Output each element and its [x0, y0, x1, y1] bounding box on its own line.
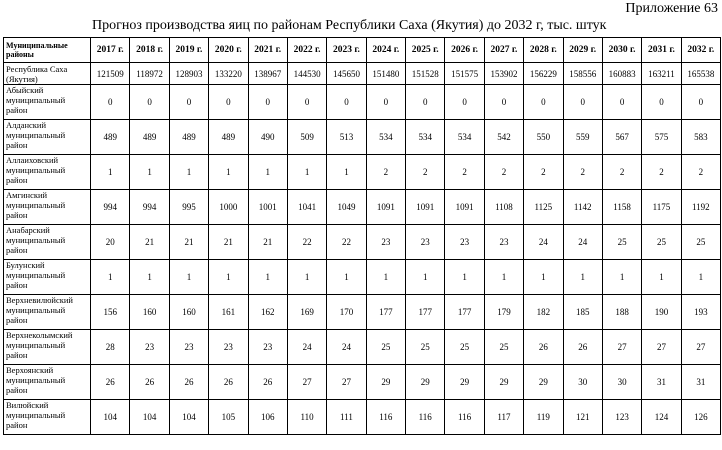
value-cell: 23	[209, 330, 248, 365]
value-cell: 128903	[169, 63, 208, 85]
column-header-year: 2032 г.	[681, 38, 720, 63]
value-cell: 26	[169, 365, 208, 400]
value-cell: 116	[406, 400, 445, 435]
value-cell: 29	[406, 365, 445, 400]
table-body	[4, 63, 721, 435]
value-cell: 550	[524, 120, 563, 155]
column-header-year: 2023 г.	[327, 38, 366, 63]
column-header-districts: Муниципальные районы	[4, 38, 91, 63]
column-header-year: 2018 г.	[130, 38, 169, 63]
value-cell: 161	[209, 295, 248, 330]
value-cell: 2	[524, 155, 563, 190]
value-cell: 26	[524, 330, 563, 365]
value-cell: 1	[248, 260, 287, 295]
value-cell: 31	[642, 365, 681, 400]
value-cell: 1091	[366, 190, 405, 225]
value-cell: 27	[287, 365, 326, 400]
district-name-cell: Аллаиховский муниципальный район	[4, 155, 91, 190]
value-cell: 2	[642, 155, 681, 190]
value-cell: 160883	[602, 63, 641, 85]
value-cell: 1175	[642, 190, 681, 225]
value-cell: 994	[130, 190, 169, 225]
appendix-label: Приложение 63	[625, 1, 718, 16]
value-cell: 124	[642, 400, 681, 435]
value-cell: 0	[681, 85, 720, 120]
value-cell: 509	[287, 120, 326, 155]
value-cell: 1	[406, 260, 445, 295]
district-name-cell: Амгинский муниципальный район	[4, 190, 91, 225]
value-cell: 26	[248, 365, 287, 400]
value-cell: 0	[130, 85, 169, 120]
value-cell: 489	[130, 120, 169, 155]
value-cell: 1000	[209, 190, 248, 225]
value-cell: 25	[445, 330, 484, 365]
value-cell: 1	[91, 260, 130, 295]
column-header-year: 2024 г.	[366, 38, 405, 63]
value-cell: 994	[91, 190, 130, 225]
value-cell: 106	[248, 400, 287, 435]
value-cell: 29	[524, 365, 563, 400]
value-cell: 27	[642, 330, 681, 365]
value-cell: 23	[248, 330, 287, 365]
value-cell: 2	[602, 155, 641, 190]
value-cell: 1049	[327, 190, 366, 225]
value-cell: 24	[524, 225, 563, 260]
value-cell: 21	[130, 225, 169, 260]
value-cell: 1	[484, 260, 523, 295]
value-cell: 490	[248, 120, 287, 155]
table-row	[4, 225, 721, 260]
value-cell: 104	[91, 400, 130, 435]
value-cell: 121	[563, 400, 602, 435]
value-cell: 123	[602, 400, 641, 435]
value-cell: 2	[406, 155, 445, 190]
value-cell: 24	[327, 330, 366, 365]
value-cell: 182	[524, 295, 563, 330]
value-cell: 27	[327, 365, 366, 400]
value-cell: 27	[681, 330, 720, 365]
value-cell: 1	[524, 260, 563, 295]
district-name-cell: Республика Саха (Якутия)	[4, 63, 91, 85]
value-cell: 26	[209, 365, 248, 400]
value-cell: 1	[602, 260, 641, 295]
value-cell: 1125	[524, 190, 563, 225]
value-cell: 1	[642, 260, 681, 295]
value-cell: 1	[130, 260, 169, 295]
table-row	[4, 190, 721, 225]
value-cell: 156	[91, 295, 130, 330]
value-cell: 583	[681, 120, 720, 155]
value-cell: 118972	[130, 63, 169, 85]
value-cell: 534	[406, 120, 445, 155]
value-cell: 126	[681, 400, 720, 435]
value-cell: 151575	[445, 63, 484, 85]
value-cell: 1	[563, 260, 602, 295]
value-cell: 31	[681, 365, 720, 400]
value-cell: 0	[563, 85, 602, 120]
column-header-year: 2030 г.	[602, 38, 641, 63]
value-cell: 1041	[287, 190, 326, 225]
value-cell: 156229	[524, 63, 563, 85]
value-cell: 534	[366, 120, 405, 155]
value-cell: 177	[406, 295, 445, 330]
value-cell: 489	[91, 120, 130, 155]
value-cell: 0	[602, 85, 641, 120]
value-cell: 25	[681, 225, 720, 260]
value-cell: 1192	[681, 190, 720, 225]
value-cell: 0	[642, 85, 681, 120]
value-cell: 2	[681, 155, 720, 190]
value-cell: 2	[563, 155, 602, 190]
value-cell: 30	[563, 365, 602, 400]
value-cell: 110	[287, 400, 326, 435]
column-header-year: 2021 г.	[248, 38, 287, 63]
value-cell: 0	[248, 85, 287, 120]
value-cell: 162	[248, 295, 287, 330]
value-cell: 0	[366, 85, 405, 120]
district-name-cell: Алданский муниципальный район	[4, 120, 91, 155]
value-cell: 0	[484, 85, 523, 120]
value-cell: 0	[327, 85, 366, 120]
value-cell: 1	[287, 155, 326, 190]
value-cell: 165538	[681, 63, 720, 85]
value-cell: 144530	[287, 63, 326, 85]
value-cell: 1	[445, 260, 484, 295]
value-cell: 1	[209, 260, 248, 295]
value-cell: 160	[169, 295, 208, 330]
district-name-cell: Булунский муниципальный район	[4, 260, 91, 295]
value-cell: 30	[602, 365, 641, 400]
value-cell: 489	[209, 120, 248, 155]
value-cell: 177	[366, 295, 405, 330]
value-cell: 0	[209, 85, 248, 120]
value-cell: 116	[366, 400, 405, 435]
value-cell: 1	[327, 260, 366, 295]
district-name-cell: Верхнеколымский муниципальный район	[4, 330, 91, 365]
table-row	[4, 295, 721, 330]
value-cell: 117	[484, 400, 523, 435]
value-cell: 1	[287, 260, 326, 295]
value-cell: 25	[406, 330, 445, 365]
value-cell: 23	[406, 225, 445, 260]
value-cell: 116	[445, 400, 484, 435]
value-cell: 177	[445, 295, 484, 330]
value-cell: 1142	[563, 190, 602, 225]
value-cell: 185	[563, 295, 602, 330]
value-cell: 1	[327, 155, 366, 190]
value-cell: 20	[91, 225, 130, 260]
value-cell: 25	[642, 225, 681, 260]
value-cell: 151480	[366, 63, 405, 85]
value-cell: 133220	[209, 63, 248, 85]
table-row	[4, 330, 721, 365]
value-cell: 193	[681, 295, 720, 330]
value-cell: 2	[445, 155, 484, 190]
district-name-cell: Верхневилюйский муниципальный район	[4, 295, 91, 330]
value-cell: 24	[287, 330, 326, 365]
value-cell: 179	[484, 295, 523, 330]
value-cell: 25	[366, 330, 405, 365]
table-row	[4, 85, 721, 120]
value-cell: 26	[563, 330, 602, 365]
column-header-year: 2022 г.	[287, 38, 326, 63]
value-cell: 23	[366, 225, 405, 260]
table-title: Прогноз производства яиц по районам Республики Саха (Якутия) до 2032 г, тыс. штук	[92, 18, 607, 33]
value-cell: 25	[602, 225, 641, 260]
value-cell: 151528	[406, 63, 445, 85]
value-cell: 1091	[445, 190, 484, 225]
value-cell: 170	[327, 295, 366, 330]
value-cell: 190	[642, 295, 681, 330]
value-cell: 28	[91, 330, 130, 365]
value-cell: 158556	[563, 63, 602, 85]
value-cell: 26	[91, 365, 130, 400]
value-cell: 22	[327, 225, 366, 260]
value-cell: 169	[287, 295, 326, 330]
district-name-cell: Вилюйский муниципальный район	[4, 400, 91, 435]
value-cell: 559	[563, 120, 602, 155]
value-cell: 1158	[602, 190, 641, 225]
value-cell: 1	[681, 260, 720, 295]
district-name-cell: Абыйский муниципальный район	[4, 85, 91, 120]
column-header-year: 2026 г.	[445, 38, 484, 63]
value-cell: 29	[366, 365, 405, 400]
value-cell: 22	[287, 225, 326, 260]
value-cell: 575	[642, 120, 681, 155]
value-cell: 104	[130, 400, 169, 435]
column-header-year: 2025 г.	[406, 38, 445, 63]
value-cell: 27	[602, 330, 641, 365]
value-cell: 163211	[642, 63, 681, 85]
value-cell: 0	[287, 85, 326, 120]
value-cell: 29	[484, 365, 523, 400]
table-row	[4, 400, 721, 435]
value-cell: 534	[445, 120, 484, 155]
value-cell: 21	[248, 225, 287, 260]
column-header-year: 2017 г.	[91, 38, 130, 63]
value-cell: 26	[130, 365, 169, 400]
value-cell: 145650	[327, 63, 366, 85]
table-row	[4, 260, 721, 295]
table-row	[4, 155, 721, 190]
district-name-cell: Анабарский муниципальный район	[4, 225, 91, 260]
value-cell: 513	[327, 120, 366, 155]
value-cell: 1	[366, 260, 405, 295]
value-cell: 1091	[406, 190, 445, 225]
value-cell: 1	[130, 155, 169, 190]
header-row	[4, 38, 721, 63]
value-cell: 0	[406, 85, 445, 120]
value-cell: 1	[91, 155, 130, 190]
value-cell: 1	[169, 260, 208, 295]
value-cell: 105	[209, 400, 248, 435]
table-row-total	[4, 63, 721, 85]
value-cell: 25	[484, 330, 523, 365]
table-row	[4, 365, 721, 400]
column-header-year: 2019 г.	[169, 38, 208, 63]
value-cell: 21	[169, 225, 208, 260]
column-header-year: 2027 г.	[484, 38, 523, 63]
district-name-cell: Верхоянский муниципальный район	[4, 365, 91, 400]
value-cell: 1	[209, 155, 248, 190]
value-cell: 995	[169, 190, 208, 225]
value-cell: 2	[484, 155, 523, 190]
value-cell: 153902	[484, 63, 523, 85]
value-cell: 111	[327, 400, 366, 435]
value-cell: 0	[91, 85, 130, 120]
column-header-year: 2028 г.	[524, 38, 563, 63]
value-cell: 160	[130, 295, 169, 330]
value-cell: 489	[169, 120, 208, 155]
value-cell: 121509	[91, 63, 130, 85]
value-cell: 0	[169, 85, 208, 120]
value-cell: 0	[524, 85, 563, 120]
column-header-year: 2020 г.	[209, 38, 248, 63]
value-cell: 23	[484, 225, 523, 260]
value-cell: 1	[248, 155, 287, 190]
value-cell: 104	[169, 400, 208, 435]
value-cell: 23	[130, 330, 169, 365]
value-cell: 29	[445, 365, 484, 400]
value-cell: 0	[445, 85, 484, 120]
value-cell: 23	[445, 225, 484, 260]
value-cell: 567	[602, 120, 641, 155]
table-row	[4, 120, 721, 155]
value-cell: 2	[366, 155, 405, 190]
column-header-year: 2031 г.	[642, 38, 681, 63]
value-cell: 542	[484, 120, 523, 155]
value-cell: 24	[563, 225, 602, 260]
column-header-year: 2029 г.	[563, 38, 602, 63]
value-cell: 138967	[248, 63, 287, 85]
value-cell: 1	[169, 155, 208, 190]
value-cell: 23	[169, 330, 208, 365]
value-cell: 1001	[248, 190, 287, 225]
value-cell: 188	[602, 295, 641, 330]
value-cell: 119	[524, 400, 563, 435]
value-cell: 1108	[484, 190, 523, 225]
egg-production-table	[3, 37, 721, 435]
value-cell: 21	[209, 225, 248, 260]
